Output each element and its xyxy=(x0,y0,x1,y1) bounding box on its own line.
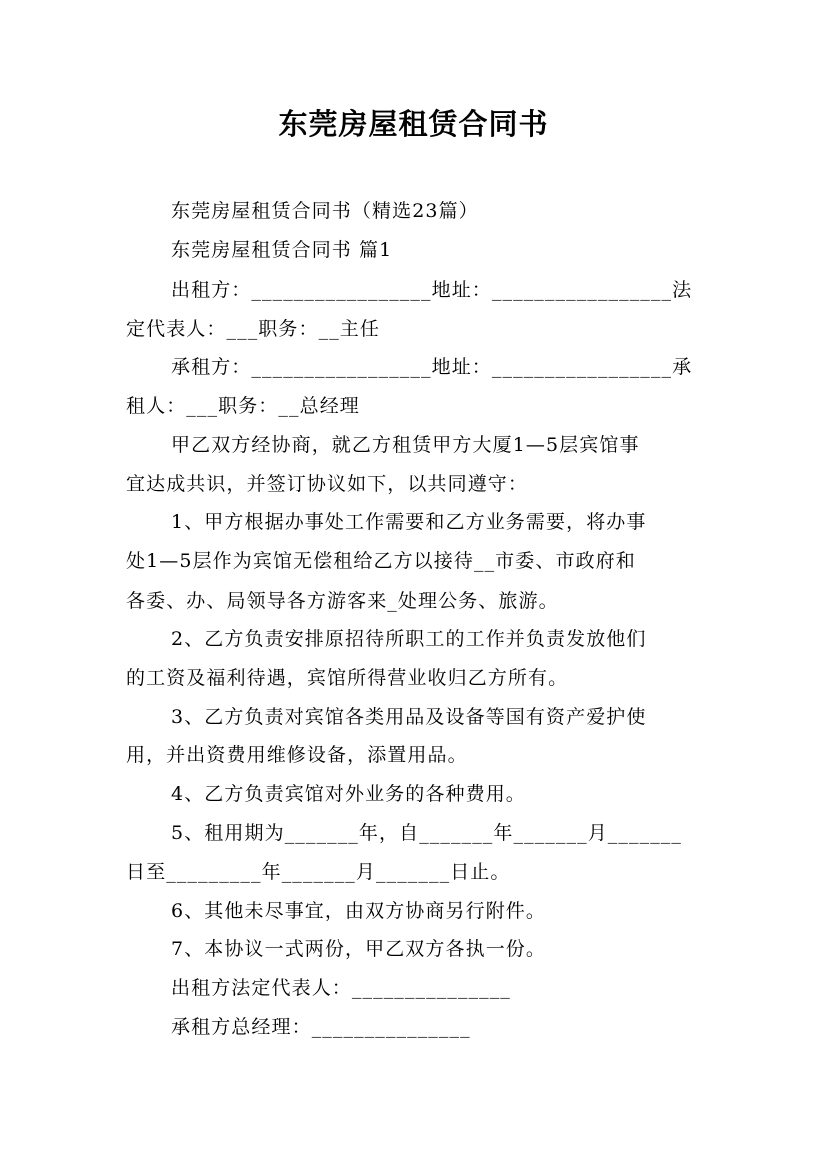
text-line: 2、乙方负责安排原招待所职工的工作并负责发放他们 xyxy=(171,628,647,650)
text-line: 东莞房屋租赁合同书（精选23篇） xyxy=(171,200,479,222)
text-line: 租人：___职务：__总经理 xyxy=(126,395,360,417)
text-line: 日至_________年_______月_______日止。 xyxy=(126,861,511,883)
text-line: 出租方：_________________地址：_________________法 xyxy=(171,279,693,301)
text-line: 定代表人：___职务：__主任 xyxy=(126,318,381,340)
text-line: 6、其他未尽事宜，由双方协商另行附件。 xyxy=(171,900,546,922)
text-line: 5、租用期为_______年，自_______年_______月_______ xyxy=(171,822,682,844)
text-line: 各委、办、局领导各方游客来_处理公务、旅游。 xyxy=(126,590,559,612)
text-line: 承租方总经理：_______________ xyxy=(171,1016,471,1038)
text-line: 7、本协议一式两份，甲乙双方各执一份。 xyxy=(171,938,546,960)
text-line: 4、乙方负责宾馆对外业务的各种费用。 xyxy=(171,783,526,805)
text-line: 3、乙方负责对宾馆各类用品及设备等国有资产爱护使 xyxy=(171,706,647,728)
text-line: 承租方：_________________地址：_________________承 xyxy=(171,356,693,378)
document-title: 东莞房屋租赁合同书 xyxy=(278,107,549,141)
text-line: 的工资及福利待遇，宾馆所得营业收归乙方所有。 xyxy=(126,667,569,689)
text-line: 处1—5层作为宾馆无偿租给乙方以接待__市委、市政府和 xyxy=(126,550,636,572)
text-line: 东莞房屋租赁合同书 篇1 xyxy=(171,239,393,261)
text-line: 出租方法定代表人：_______________ xyxy=(171,977,511,999)
text-line: 甲乙双方经协商，就乙方租赁甲方大厦1—5层宾馆事 xyxy=(171,434,640,456)
text-line: 宜达成共识，并签订协议如下，以共同遵守： xyxy=(126,473,529,495)
text-line: 1、甲方根据办事处工作需要和乙方业务需要，将办事 xyxy=(171,511,647,533)
text-line: 用，并出资费用维修设备，添置用品。 xyxy=(126,744,468,766)
